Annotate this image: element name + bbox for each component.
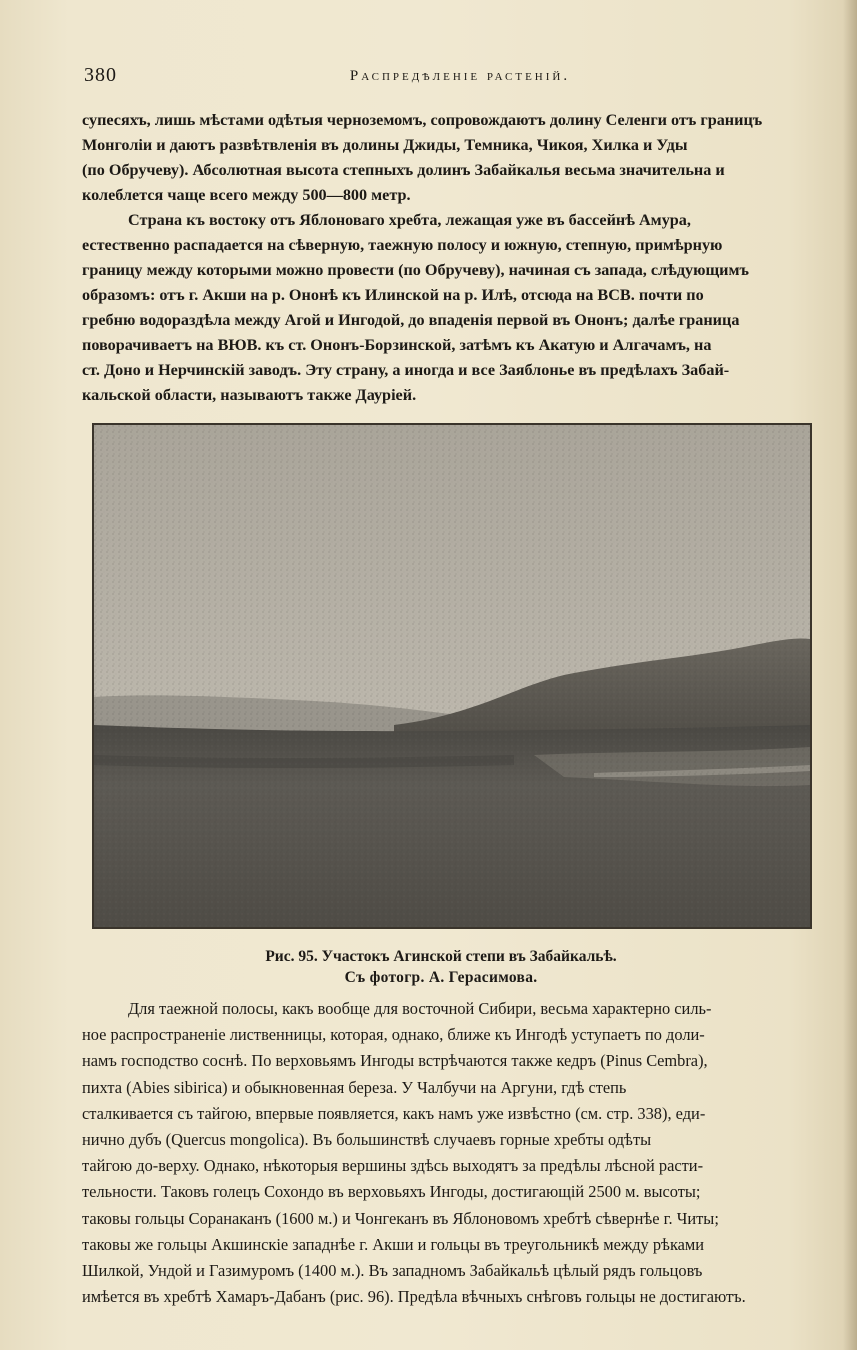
- paragraph-line: гребню водораздѣла между Агой и Ингодой, до впаденія первой въ Ононъ; далѣе граница: [82, 311, 740, 329]
- paragraph-line: Страна къ востоку отъ Яблоноваго хребта, лежащая уже въ бассейнѣ Амура,: [128, 211, 691, 229]
- paragraph-1: [82, 108, 800, 208]
- paragraph-2: [82, 208, 800, 408]
- paragraph-line: Шилкой, Ундой и Газимуромъ (1400 м.). Въ западномъ Забайкальѣ цѣлый рядъ гольцовъ: [82, 1261, 703, 1281]
- running-title: Распредѣленіе растеній.: [349, 68, 571, 84]
- paragraph-line: Монголіи и даютъ развѣтвленія въ долины Джиды, Темника, Чикоя, Хилка и Уды: [82, 136, 688, 154]
- paragraph-line: тельности. Таковъ голецъ Сохондо въ верховьяхъ Ингоды, достигающій 2500 м. высоты;: [82, 1182, 701, 1202]
- paragraph-line: Для таежной полосы, какъ вообще для восточной Сибири, весьма характерно силь-: [128, 999, 712, 1018]
- paragraph-line: намъ господство соснѣ. По верховьямъ Ингоды встрѣчаются также кедръ (Pinus Cembra),: [82, 1051, 708, 1071]
- paragraph-line: поворачиваетъ на ВЮВ. къ ст. Ононъ-Борзинской, затѣмъ къ Акатую и Алгачамъ, на: [82, 336, 712, 354]
- steppe-photograph: [92, 423, 812, 929]
- steppe-landscape-image: [94, 425, 810, 927]
- paragraph-line: таковы гольцы Соранаканъ (1600 м.) и Чонгеканъ въ Яблоновомъ хребтѣ сѣвернѣе г. Читы;: [82, 1208, 719, 1228]
- paragraph-line: естественно распадается на сѣверную, таежную полосу и южную, степную, примѣрную: [82, 236, 723, 254]
- paragraph-line: пихта (Abies sibirica) и обыкновенная береза. У Чалбучи на Аргуни, гдѣ степь: [82, 1077, 627, 1097]
- paragraph-line: (по Обручеву). Абсолютная высота степныхъ долинъ Забайкалья весьма значительна и: [82, 161, 725, 179]
- paragraph-3: [82, 996, 800, 1310]
- figure-caption: Рис. 95. Участокъ Агинской степи въ Забайкальѣ.: [265, 948, 617, 965]
- paragraph-line: таковы же гольцы Акшинскіе западнѣе г. Акши и гольцы въ треугольникѣ между рѣками: [82, 1234, 705, 1254]
- paragraph-line: кальской области, называютъ также Дауріей.: [82, 386, 417, 404]
- paragraph-line: имѣется въ хребтѣ Хамаръ-Дабанъ (рис. 96). Предѣла вѣчныхъ снѣговъ гольцы не достигаютъ.: [82, 1287, 746, 1307]
- paragraph-line: ст. Доно и Нерчинскій заводъ. Эту страну, а иногда и все Заяблонье въ предѣлахъ Забай-: [82, 361, 730, 379]
- page-edge-shadow: [843, 0, 857, 1350]
- paragraph-line: тайгою до-верху. Однако, нѣкоторыя вершины здѣсь выходятъ за предѣлы лѣсной расти-: [82, 1156, 704, 1176]
- paragraph-line: ное распространеніе лиственницы, которая, однако, ближе къ Ингодѣ уступаетъ по доли-: [82, 1025, 705, 1045]
- paragraph-line: колеблется чаще всего между 500—800 метр.: [82, 186, 411, 204]
- paragraph-line: сталкивается съ тайгою, впервые появляется, какъ намъ уже извѣстно (см. стр. 338), еди-: [82, 1103, 706, 1123]
- page-header: [80, 62, 800, 92]
- page-number: 380: [84, 64, 117, 86]
- paragraph-line: границу между которыми можно провести (по Обручеву), начиная съ запада, слѣдующимъ: [82, 261, 749, 279]
- paragraph-line: нично дубъ (Quercus mongolica). Въ большинствѣ случаевъ горные хребты одѣты: [82, 1130, 652, 1150]
- figure-credit: Съ фотогр. А. Герасимова.: [344, 969, 538, 986]
- paragraph-line: супесяхъ, лишь мѣстами одѣтыя черноземомъ, сопровождаютъ долину Селенги отъ границъ: [82, 111, 763, 129]
- paragraph-line: образомъ: отъ г. Акши на р. Ононѣ къ Илинской на р. Илѣ, отсюда на ВСВ. почти по: [82, 286, 704, 304]
